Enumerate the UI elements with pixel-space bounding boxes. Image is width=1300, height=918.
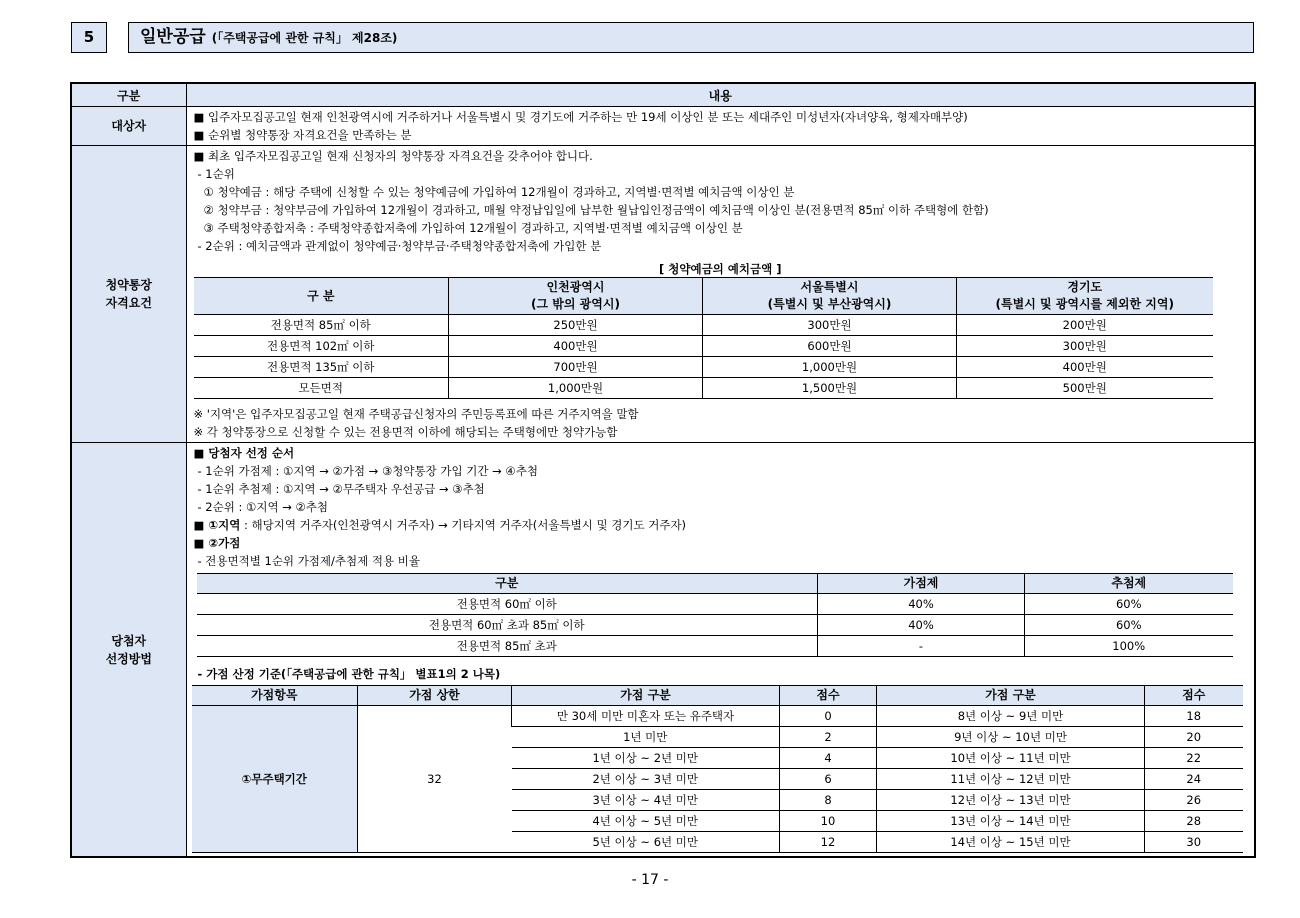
score-cell: 6 [780,769,877,790]
deposit-cell: 700만원 [449,357,703,378]
score-header-row [192,686,1243,706]
score-cell: 5년 이상 ~ 6년 미만 [512,832,780,853]
ratio-header-cell: 추첨제 [1025,574,1233,594]
score-header-cell: 점수 [780,686,877,706]
deposit-table [194,277,1213,399]
score-cell: 0 [780,706,877,727]
deposit-row [194,357,1213,378]
deposit-cell: 모든면적 [194,378,449,399]
selection-line: - 1순위 가점제 : ①지역 → ②가점 → ③청약통장 가입 기간 → ④추첨 [197,464,538,478]
selection-label-line: 선정방법 [105,651,152,666]
ratio-cell: 40% [818,594,1025,615]
ratio-cell: 100% [1025,636,1233,657]
eligibility-label: 대상자 [71,107,186,146]
account-label-line: 청약통장 [105,278,152,292]
eligibility-line: ■ 입주자모집공고일 현재 인천광역시에 거주하거나 서울특별시 및 경기도에 거주하는 만 19세 이상인 분 또는 세대주인 미성년자(자녀양육, 형제자매부양) [193,110,968,124]
account-line: ① 청약예금 : 해당 주택에 신청할 수 있는 청약예금에 가입하여 12개월이 경과하고, 지역별·면적별 예치금액 이상인 분 [203,185,795,199]
deposit-cell: 전용면적 102㎡ 이하 [194,336,449,357]
score-cell: 26 [1145,790,1243,811]
score-header-cell: 가점 구분 [877,686,1145,706]
account-line: - 1순위 [197,167,235,181]
account-line: ③ 주택청약종합저축 : 주택청약종합저축에 가입하여 12개월이 경과하고, 지역별·면적별 예치금액 이상인 분 [203,221,743,235]
account-label [71,146,186,443]
deposit-caption: [ 청약예금의 예치금액 ] [658,262,782,276]
ratio-cell: 전용면적 60㎡ 이하 [197,594,818,615]
score-table [192,685,1243,853]
score-cell: 만 30세 미만 미혼자 또는 유주택자 [512,706,780,727]
selection-label-line: 당첨자 [111,633,147,648]
score-row [192,706,1243,727]
deposit-row [194,378,1213,399]
selection-line: - 1순위 추첨제 : ①지역 → ②무주택자 우선공급 → ③추첨 [197,482,485,496]
ratio-cell: 전용면적 85㎡ 초과 [197,636,818,657]
section-title-bar [128,22,1254,53]
score-basis: - 가점 산정 기준(「주택공급에 관한 규칙」 별표1의 2 나목) [197,667,501,681]
score-cell: 8년 이상 ~ 9년 미만 [877,706,1145,727]
region-bold: ■ ①지역 [193,518,241,532]
selection-row [71,443,1255,858]
account-row [71,146,1255,443]
score-cell: 10 [780,811,877,832]
ratio-cell: 전용면적 60㎡ 초과 85㎡ 이하 [197,615,818,636]
eligibility-row [71,107,1255,146]
deposit-header-cell: 서울특별시 (특별시 및 부산광역시) [703,278,957,315]
score-cell: 1년 이상 ~ 2년 미만 [512,748,780,769]
ratio-header-row [197,574,1233,594]
score-heading: ■ ②가점 [193,536,241,550]
score-cell: 8 [780,790,877,811]
score-cell: 11년 이상 ~ 12년 미만 [877,769,1145,790]
score-header-cell: 가점 구분 [512,686,780,706]
score-item-cell: ①무주택기간 [192,706,358,853]
deposit-cell: 600만원 [703,336,957,357]
page-number: - 17 - [631,872,669,888]
region-line [194,516,1255,534]
deposit-cell: 1,000만원 [449,378,703,399]
score-cell: 2년 이상 ~ 3년 미만 [512,769,780,790]
account-note: ※ 각 청약통장으로 신청할 수 있는 전용면적 이하에 해당되는 주택형에만 청약가능함 [193,425,618,439]
general-supply-table [70,82,1256,858]
deposit-row [194,336,1213,357]
score-cell: 4년 이상 ~ 5년 미만 [512,811,780,832]
score-cell: 4 [780,748,877,769]
deposit-cell: 1,000만원 [703,357,957,378]
ratio-intro: - 전용면적별 1순위 가점제/추첨제 적용 비율 [197,554,420,568]
account-note: ※ '지역'은 입주자모집공고일 현재 주택공급신청자의 주민등록표에 따른 거주지역을 말함 [193,407,639,421]
selection-line: - 2순위 : ①지역 → ②추첨 [197,500,329,514]
ratio-header-cell: 구분 [197,574,818,594]
score-header-cell: 가점항목 [192,686,358,706]
score-cell: 28 [1145,811,1243,832]
score-cell: 9년 이상 ~ 10년 미만 [877,727,1145,748]
selection-content [186,443,1255,858]
deposit-row [194,315,1213,336]
score-cell: 20 [1145,727,1243,748]
deposit-header-cell: 인천광역시 (그 밖의 광역시) [449,278,703,315]
ratio-cell: - [818,636,1025,657]
account-line: ② 청약부금 : 청약부금에 가입하여 12개월이 경과하고, 매월 약정납입일에 납부한 월납입인정금액이 예치금액 이상인 분(전용면적 85㎡ 이하 주택형에 한함) [203,203,989,217]
score-cell: 30 [1145,832,1243,853]
section-title: 일반공급 [140,27,206,47]
account-content [186,146,1255,443]
score-cell: 14년 이상 ~ 15년 미만 [877,832,1145,853]
header-category: 구분 [71,83,186,107]
header-content: 내용 [186,83,1255,107]
deposit-cell: 전용면적 135㎡ 이하 [194,357,449,378]
score-cell: 3년 이상 ~ 4년 미만 [512,790,780,811]
score-header-cell: 점수 [1145,686,1243,706]
ratio-cell: 60% [1025,615,1233,636]
section-number: 5 [71,22,107,53]
account-line: - 2순위 : 예치금액과 관계없이 청약예금·청약부금·주택청약종합저축에 가입한 분 [197,239,602,253]
score-cell: 24 [1145,769,1243,790]
deposit-header-cell: 구 분 [194,278,449,315]
deposit-cell: 1,500만원 [703,378,957,399]
ratio-row [197,636,1233,657]
ratio-cell: 40% [818,615,1025,636]
selection-heading: ■ 당첨자 선정 순서 [193,446,295,460]
eligibility-line: ■ 순위별 청약통장 자격요건을 만족하는 분 [193,128,412,142]
ratio-row [197,594,1233,615]
deposit-cell: 400만원 [449,336,703,357]
region-text: : 해당지역 거주자(인천광역시 거주자) → 기타지역 거주자(서울특별시 및 경기도 거주자) [240,518,687,532]
deposit-cell: 500만원 [957,378,1213,399]
score-max-cell: 32 [358,706,512,853]
score-cell: 22 [1145,748,1243,769]
section-subtitle: (「주택공급에 관한 규칙」 제28조) [211,31,398,45]
account-line: ■ 최초 입주자모집공고일 현재 신청자의 청약통장 자격요건을 갖추어야 합니다. [193,149,593,163]
deposit-header-row [194,278,1213,315]
ratio-header-cell: 가점제 [818,574,1025,594]
eligibility-content [186,107,1255,146]
selection-label [71,443,186,858]
score-cell: 18 [1145,706,1243,727]
ratio-cell: 60% [1025,594,1233,615]
deposit-cell: 300만원 [703,315,957,336]
score-cell: 12년 이상 ~ 13년 미만 [877,790,1145,811]
deposit-header-cell: 경기도 (특별시 및 광역시를 제외한 지역) [957,278,1213,315]
deposit-cell: 400만원 [957,357,1213,378]
deposit-cell: 전용면적 85㎡ 이하 [194,315,449,336]
ratio-row [197,615,1233,636]
score-cell: 1년 미만 [512,727,780,748]
score-cell: 2 [780,727,877,748]
ratio-table [197,573,1233,657]
deposit-cell: 250만원 [449,315,703,336]
score-cell: 10년 이상 ~ 11년 미만 [877,748,1145,769]
deposit-cell: 300만원 [957,336,1213,357]
deposit-cell: 200만원 [957,315,1213,336]
score-header-cell: 가점 상한 [358,686,512,706]
score-cell: 13년 이상 ~ 14년 미만 [877,811,1145,832]
score-cell: 12 [780,832,877,853]
account-label-line: 자격요건 [105,296,152,310]
main-header-row [71,83,1255,107]
